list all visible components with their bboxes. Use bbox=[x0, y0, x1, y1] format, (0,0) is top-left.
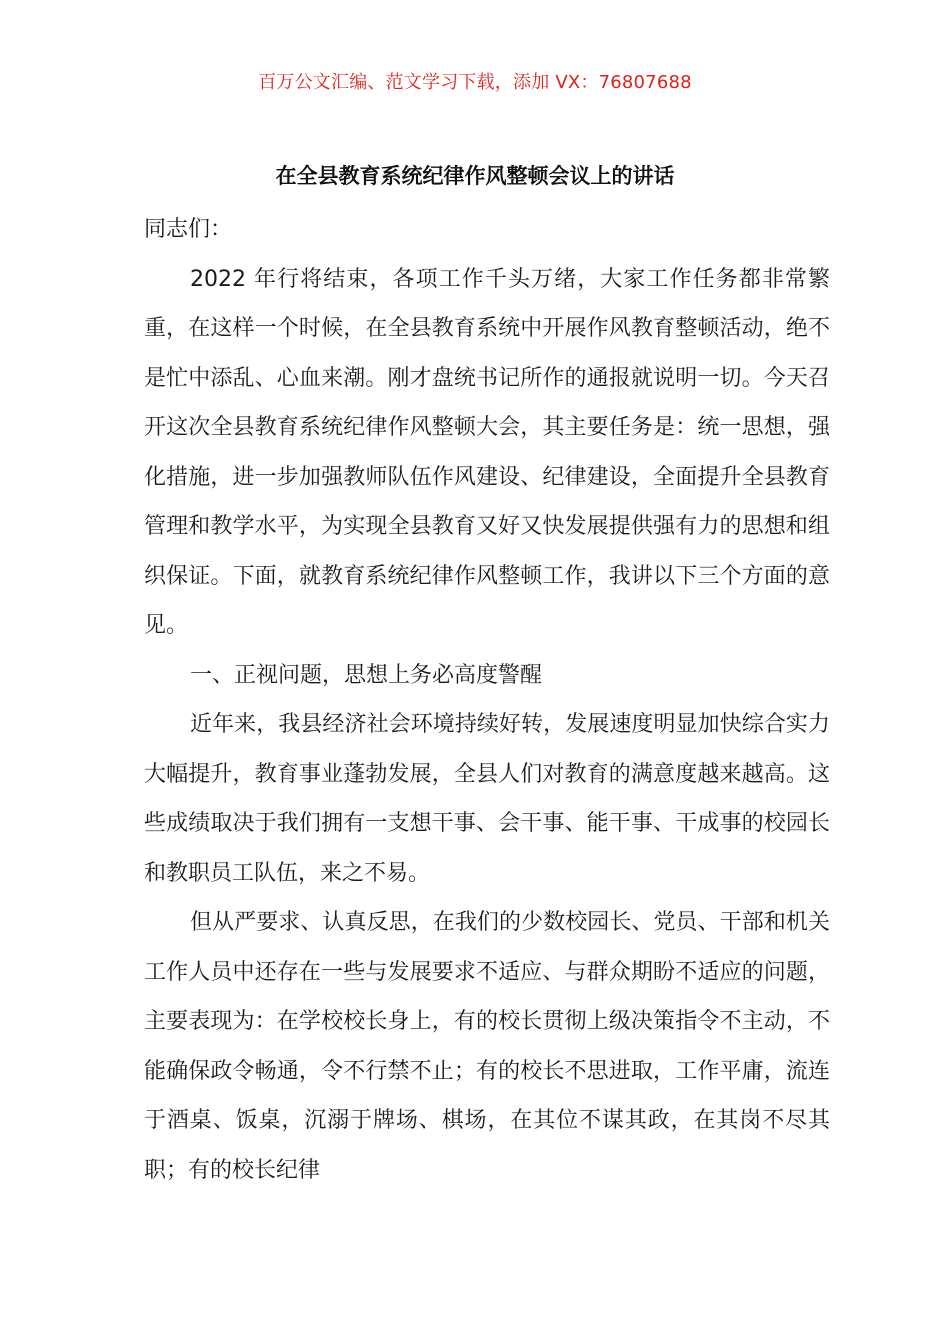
salutation: 同志们： bbox=[144, 217, 233, 242]
paragraph-achievements: 近年来，我县经济社会环境持续好转，发展速度明显加快综合实力大幅提升，教育事业蓬勃发展，全县人们对教育的满意度越来越高。这些成绩取决于我们拥有一支想干事、会干事、能干事、干成事的校园长和教职员工队伍，来之不易。 bbox=[144, 712, 830, 886]
paragraph-problems: 但从严要求、认真反思，在我们的少数校园长、党员、干部和机关工作人员中还存在一些与发展要求不适应、与群众期盼不适应的问题，主要表现为：在学校校长身上，有的校长贯彻上级决策指令不主动，不能确保政令畅通，令不行禁不止；有的校长不思进取，工作平庸，流连于酒桌、饭桌，沉溺于牌场、棋场，在其位不谋其政，在其岗不尽其职；有的校长纪律 bbox=[144, 910, 830, 1183]
document-body bbox=[144, 205, 830, 1195]
watermark-header: 百万公文汇编、范文学习下载，添加 VX：76807688 bbox=[258, 72, 692, 93]
paragraph-intro: 2022 年行将结束，各项工作千头万绪，大家工作任务都非常繁重，在这样一个时候，在全县教育系统中开展作风教育整顿活动，绝不是忙中添乱、心血来潮。刚才盘统书记所作的通报就说明一切。今天召开这次全县教育系统纪律作风整顿大会，其主要任务是：统一思想，强化措施，进一步加强教师队伍作风建设、纪律建设，全面提升全县教育管理和教学水平，为实现全县教育又好又快发展提供强有力的思想和组织保证。下面，就教育系统纪律作风整顿工作，我讲以下三个方面的意见。 bbox=[144, 266, 830, 638]
section-heading-1: 一、正视问题，思想上务必高度警醒 bbox=[190, 662, 543, 688]
document-title: 在全县教育系统纪律作风整顿会议上的讲话 bbox=[275, 164, 675, 188]
